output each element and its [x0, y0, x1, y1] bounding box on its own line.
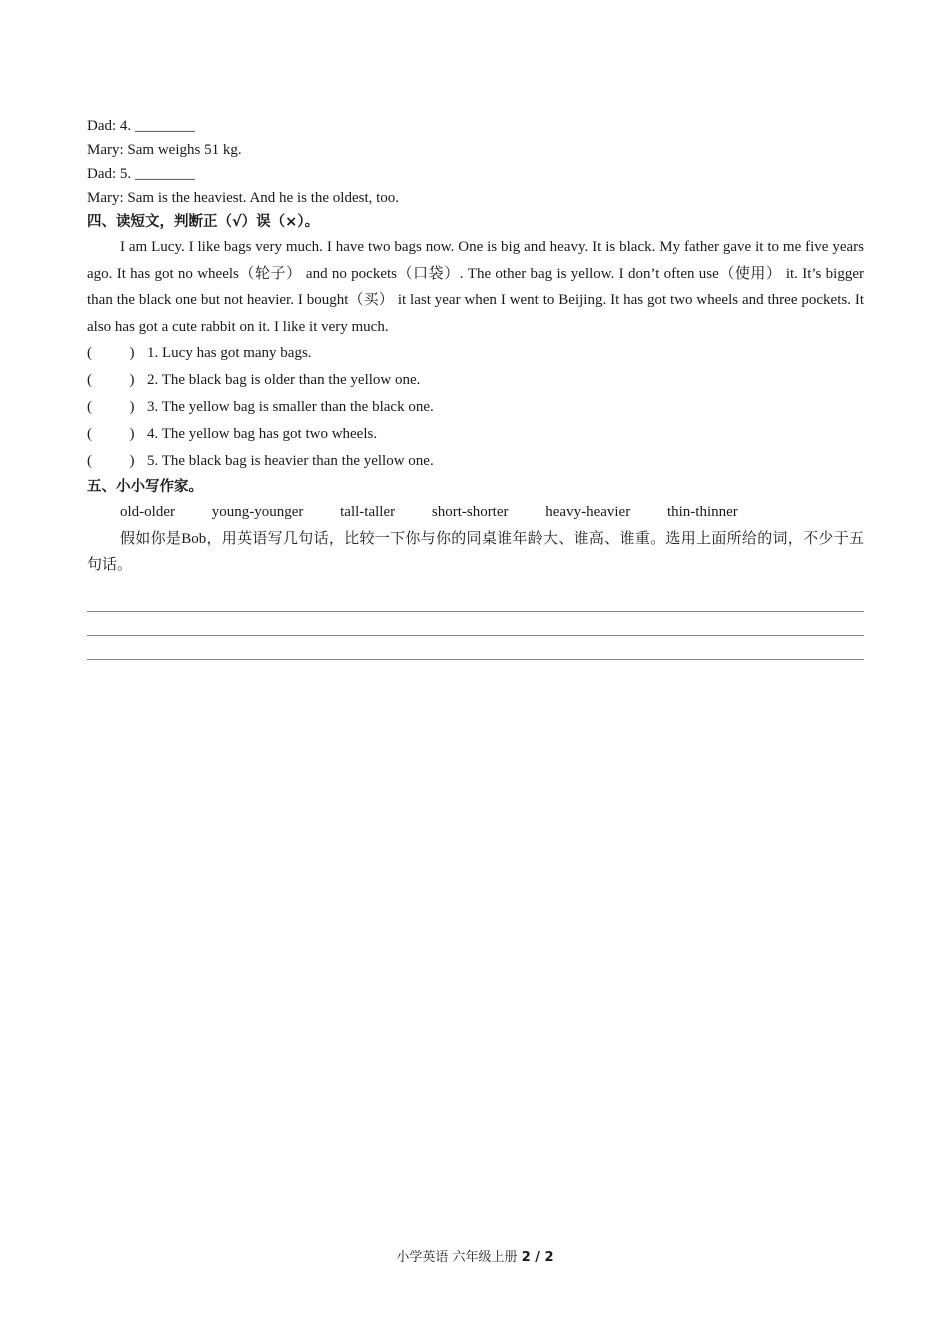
dialogue-line-2: Mary: Sam weighs 51 kg.	[87, 142, 242, 158]
judge-item-text: 3. The yellow bag is smaller than the black one.	[147, 399, 434, 415]
writing-line-1[interactable]	[87, 588, 864, 612]
section5-heading: 五、小小写作家。	[87, 479, 203, 495]
dialogue-line-3: Dad: 5. ________	[87, 166, 195, 182]
answer-blank[interactable]: ( )	[87, 372, 135, 388]
judge-item-1	[87, 340, 864, 367]
word-pair: thin-thinner	[666, 504, 738, 520]
answer-blank[interactable]: ( )	[87, 426, 135, 442]
writing-line-3[interactable]	[87, 636, 864, 660]
dialogue-line-4: Mary: Sam is the heaviest. And he is the oldest, too.	[87, 190, 400, 206]
footer-title: 小学英语 六年级上册	[396, 1250, 522, 1265]
word-pair: tall-taller	[340, 504, 396, 520]
answer-blank[interactable]: ( )	[87, 399, 135, 415]
page-number: 2 / 2	[521, 1250, 554, 1265]
page-footer	[0, 1246, 950, 1265]
judge-item-text: 2. The black bag is older than the yellow one.	[147, 372, 421, 388]
writing-line-2[interactable]	[87, 612, 864, 636]
judge-item-text: 4. The yellow bag has got two wheels.	[147, 426, 378, 442]
reading-passage: I am Lucy. I like bags very much. I have two bags now. One is big and heavy. It is black. My father gave it to me five years ago. It has got no wheels（轮子） and no pockets（口袋）. The other bag is yellow. I don’t often use（使用） it. It’s bigger than the black one but not heavier. I bought（买） it last year when I went to Beijing. It has got two wheels and three pockets. It also has got a cute rabbit on it. I like it very much.	[87, 239, 864, 335]
word-pair: young-younger	[211, 504, 304, 520]
judge-item-4	[87, 421, 864, 448]
word-pair: short-shorter	[431, 504, 509, 520]
word-pair: heavy-heavier	[545, 504, 631, 520]
dialogue-line-1: Dad: 4. ________	[87, 118, 195, 134]
writing-prompt: 假如你是Bob，用英语写几句话，比较一下你与你的同桌谁年龄大、谁高、谁重。选用上面所给的词，不少于五句话。	[87, 531, 864, 573]
answer-blank[interactable]: ( )	[87, 453, 135, 469]
worksheet-page	[87, 114, 864, 660]
word-pair: old-older	[120, 504, 175, 520]
judge-item-text: 5. The black bag is heavier than the yellow one.	[147, 453, 434, 469]
judge-item-3	[87, 394, 864, 421]
section4-heading: 四、读短文，判断正（√）误（×）。	[87, 214, 320, 230]
answer-blank[interactable]: ( )	[87, 345, 135, 361]
judge-item-2	[87, 367, 864, 394]
word-list	[87, 499, 864, 526]
judge-item-text: 1. Lucy has got many bags.	[147, 345, 312, 361]
judge-item-5	[87, 448, 864, 475]
